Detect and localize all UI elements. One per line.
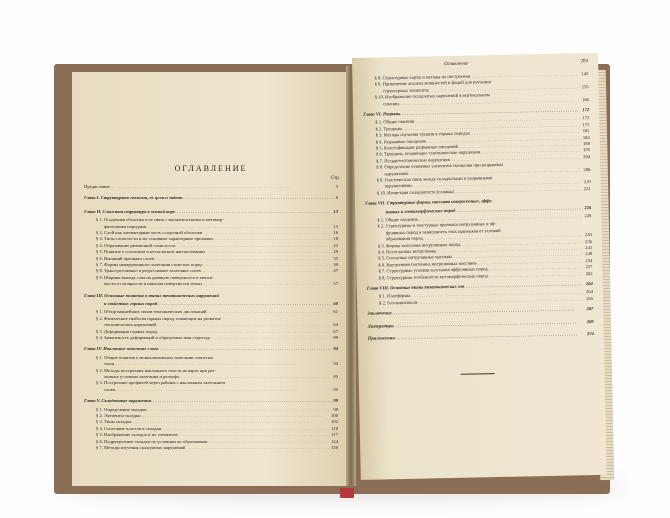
toc-entry-title: Предисловие — [84, 184, 110, 189]
toc-entry-page: 155 — [581, 83, 589, 89]
toc-leader-dots — [185, 445, 329, 450]
toc-entry-page: 99 — [333, 406, 338, 412]
toc-entry-title: Заключение — [367, 310, 392, 316]
toc-entry — [96, 432, 338, 437]
toc-entry-page: 262 — [585, 270, 593, 276]
toc-entry — [104, 281, 338, 286]
toc-entry-title: § 4. Разрывные смещения — [375, 138, 427, 145]
toc-entry-title: § 1. Общие сведения — [377, 216, 418, 223]
toc-entry-title: фузивных пород и зависимость этих признаков от условий — [385, 227, 501, 236]
toc-leader-dots — [183, 195, 334, 200]
toc-entry — [84, 398, 338, 403]
toc-entry-title: § 3. Построение профилей через районы с наклонным залеганием — [96, 380, 226, 386]
toc-entry — [96, 309, 338, 314]
toc-entry — [104, 224, 338, 229]
toc-entry-title: Глава II. Слоистая структура в земной коре — [84, 208, 175, 214]
toc-entry-page: 181 — [582, 128, 590, 134]
toc-entry — [104, 374, 338, 379]
right-page — [352, 53, 607, 480]
toc-leader-dots — [202, 281, 332, 286]
toc-entry-title: § 6. Подразделение складок по условиям их образования — [96, 438, 208, 444]
toc-entry-title: Глава IV. Наклонное залегание слоев — [84, 346, 159, 352]
toc-entry-page: 16 — [333, 230, 338, 235]
toc-entry-page: 89 — [333, 335, 338, 340]
toc-entry-page: 136 — [331, 445, 338, 450]
toc-entry-title: нарушениями — [384, 183, 412, 189]
toc-entry-title: § 3. Типы слоистости и их основные характерные признаки — [96, 236, 213, 242]
toc-entry-title: фическими породами — [104, 223, 147, 229]
toc-leader-dots — [202, 262, 331, 267]
toc-leader-dots — [151, 398, 331, 403]
toc-entry-page: 47 — [333, 268, 338, 274]
toc-entry-title: § 9. Применение анализа мощностей и фаций для изучения — [374, 79, 491, 87]
toc-entry-page: 39 — [333, 262, 338, 267]
toc-entry — [96, 262, 338, 267]
toc-entry-title: § 3. Методы изучения трещин в горных породах — [375, 130, 471, 138]
toc-entry-page: 117 — [331, 432, 338, 438]
toc-leader-dots — [395, 331, 585, 340]
toc-entry-title: Глава III. Основные понятия о типах тектонических нарушений — [84, 292, 219, 298]
toc-entry — [84, 209, 338, 214]
toc-entry-title: § 2. Методы построения наклонного пласта на карте при раз- — [96, 367, 216, 373]
toc-entry — [104, 361, 338, 366]
toc-entry-page: 67 — [333, 328, 338, 334]
toc-entry — [96, 413, 338, 418]
toc-entry — [96, 230, 338, 235]
toc-entry-title: нарушениях — [384, 170, 409, 176]
toc-entry-page: 94 — [333, 346, 338, 352]
toc-entry-title: § 10. Изометрия складчатости (сланцы) — [376, 188, 455, 196]
toc-leader-dots — [207, 439, 329, 444]
toc-entry-page: 221 — [583, 185, 591, 191]
toc-leader-dots — [179, 374, 331, 379]
toc-entry-page: 61 — [333, 309, 338, 315]
toc-entry-title: § 2. Трещины — [375, 125, 403, 132]
toc-entry-title: § 1. Общие понятия — [375, 119, 415, 125]
toc-leader-dots — [175, 209, 331, 214]
toc-entry-page: 267 — [586, 306, 594, 312]
toc-entry-title: § 7. Формы ненарушенного залегания слоистых пород — [96, 262, 203, 267]
toc-entry-title: § 8. Определение основных элементов смещения при разрывных — [376, 162, 504, 170]
toc-leader-dots — [110, 184, 334, 189]
toc-entry-title: Приложения — [367, 335, 395, 341]
toc-entry-page: 173 — [582, 121, 590, 127]
toc-entry-page: 257 — [585, 264, 593, 270]
toc-leader-dots — [146, 224, 331, 229]
toc-entry-page: 172 — [582, 107, 590, 113]
toc-title: ОГЛАВЛЕНИЕ — [174, 164, 248, 173]
bookmark-ribbon — [340, 488, 354, 498]
toc-entry-title: § 4. Сочетание пластов в складки — [96, 425, 162, 431]
toc-leader-dots — [205, 249, 332, 254]
toc-leader-dots — [201, 268, 332, 273]
toc-entry-title: слоев — [104, 386, 115, 392]
toc-leader-dots — [156, 322, 331, 327]
end-rule — [461, 373, 495, 375]
toc-entry — [96, 236, 338, 241]
toc-entry-title: § 1. Платформы — [378, 293, 411, 299]
toc-entry — [96, 419, 338, 424]
toc-entry-title: § 8. Трансгрессивное и регрессивное залегание слоев — [96, 268, 201, 274]
toc-entry-title: § 1. Определение складки — [96, 406, 147, 412]
toc-entry — [96, 426, 338, 431]
toc-entry-page: 226 — [584, 204, 592, 210]
toc-entry-page: 13 — [333, 223, 338, 229]
toc-entry-title: § 1. Обзор важнейших типов тектонических дислокаций — [96, 309, 207, 315]
toc-entry-title: § 3. Деформации горных пород — [96, 328, 158, 334]
toc-entry-page: 100 — [331, 413, 338, 418]
toc-entry-title: § 6. Трещины, оперяющие тектонические нарушения — [375, 149, 481, 157]
toc-entry-page: 3 — [335, 184, 338, 189]
toc-entry — [84, 293, 338, 298]
toc-entry-page: 219 — [583, 179, 591, 185]
toc-entry — [96, 275, 338, 280]
toc-leader-dots — [178, 432, 330, 437]
toc-entry-title: тектонических нарушений — [104, 322, 156, 328]
toc-leader-dots — [454, 186, 582, 194]
toc-entry-page: 230 — [584, 232, 592, 238]
toc-leader-dots — [207, 309, 332, 314]
toc-entry-page: 206 — [583, 166, 591, 172]
toc-entry-title: § 7. Псевдотектонические нарушения — [376, 156, 450, 164]
toc-leader-dots — [464, 281, 584, 289]
toc-entry — [96, 329, 338, 334]
page-column-label: Стр. — [330, 176, 340, 181]
toc-entry-title: § 9. Генетическая связь между складчатыми и разрывными — [376, 175, 493, 183]
toc-leader-dots — [131, 419, 329, 424]
toc-entry-page: 23 — [333, 242, 338, 248]
toc-entry-title: § 4. Зависимость деформаций и образуемых ими структур — [96, 335, 210, 340]
toc-entry-title: Литература — [367, 322, 394, 329]
toc-leader-dots — [115, 387, 332, 392]
toc-entry-title: зивных и метаморфических пород — [385, 207, 456, 214]
toc-entry — [96, 368, 338, 373]
toc-entry-page: 274 — [586, 330, 594, 337]
toc-entry-title: Глава VI. Разрывы — [363, 110, 401, 117]
page-number: 283 — [580, 59, 589, 65]
toc-entry-page: 236 — [584, 238, 592, 244]
toc-leader-dots — [157, 301, 331, 306]
toc-entry-page: 269 — [586, 318, 594, 324]
toc-entry-page: 254 — [585, 257, 593, 263]
toc-entry — [84, 195, 338, 200]
toc-entry-page: 249 — [585, 251, 593, 257]
toc-entry-title: § 4. Образование ритмичной слоистости — [96, 242, 176, 248]
toc-entry — [385, 205, 591, 214]
toc-entry-title: мости от мощности и наклона поверхности земли — [104, 281, 202, 287]
toc-entry — [96, 380, 338, 385]
toc-entry-title: § 5. Классификация разрывных смещений — [375, 143, 459, 151]
toc-entry-page: 166 — [581, 96, 589, 102]
toc-entry-title: сечении — [382, 100, 399, 106]
toc-entry — [368, 319, 594, 329]
toc-entry-title: § 8. Структурные особенности метаморфических пород — [378, 272, 488, 281]
toc-entry — [96, 335, 338, 340]
toc-entry — [84, 346, 338, 351]
toc-leader-dots — [175, 243, 331, 248]
toc-leader-dots — [455, 205, 582, 213]
toc-entry-title: § 2. Геосинклинали — [379, 299, 418, 306]
toc-leader-dots — [114, 361, 331, 366]
toc-entry-page: 124 — [331, 438, 338, 444]
toc-entry-page: 18 — [333, 236, 338, 242]
toc-entry-title: § 1. Осадочная оболочка и ее связь с магматическими и метамор- — [96, 217, 224, 223]
toc-entry-title: § 2. Структурные и текстурные признаки интрузивных и эф- — [377, 221, 497, 229]
toc-entry-page: 5 — [335, 195, 338, 201]
toc-entry-page: 264 — [585, 281, 593, 287]
toc-leader-dots — [161, 426, 329, 431]
toc-entry-page: 102 — [331, 419, 338, 425]
toc-entry-title: § 2. Слой как элементарная часть осадочной оболочки — [96, 230, 203, 235]
toc-entry-page: 243 — [585, 245, 593, 251]
toc-entry-page: 265 — [586, 295, 594, 301]
toc-entry-title: образования пород — [385, 235, 423, 242]
toc-leader-dots — [213, 236, 332, 241]
toc-entry-title: и свойствах горных пород — [104, 301, 158, 306]
toc-entry-page: 195 — [583, 147, 591, 153]
toc-entry — [367, 306, 593, 316]
toc-entry-title: § 3. Типы складок — [96, 419, 132, 425]
toc-entry-page: 57 — [333, 281, 338, 287]
toc-entry-page: 94 — [333, 361, 338, 367]
toc-entry-title: § 7. Методы изучения складчатых нарушений — [96, 445, 186, 450]
toc-leader-dots — [141, 413, 329, 418]
toc-leader-dots — [210, 335, 332, 340]
toc-leader-dots — [488, 271, 584, 278]
toc-entry-title: § 9. Ширина выхода слоя на дневную поверхность в зависи- — [96, 274, 214, 280]
toc-entry-title: § 6. Внутренняя тектоника интрузивных массивов — [378, 260, 477, 268]
toc-entry-title: § 3. Формы залегания интрузивных пород — [377, 241, 461, 249]
toc-entry-page: 188 — [582, 141, 590, 147]
toc-entry — [96, 355, 338, 360]
toc-entry — [96, 445, 338, 450]
toc-entry-title: толщ — [104, 361, 115, 367]
toc-entry — [104, 301, 338, 306]
toc-leader-dots — [392, 306, 585, 315]
toc-entry-title: § 6. Внешний признаки слоев — [96, 255, 154, 261]
toc-leader-dots — [393, 319, 584, 328]
toc-entry-page: 184 — [582, 134, 590, 140]
toc-entry-title: § 8. Структурные карты и методы их построения — [374, 73, 471, 81]
toc-entry-title: § 2. Физические свойства горных пород, влияющие на развитие — [96, 315, 221, 321]
toc-entry-title: личных условиях залегания и рельефа — [104, 374, 179, 379]
toc-entry — [96, 243, 338, 248]
toc-entry — [96, 217, 338, 222]
toc-entry-page: 110 — [331, 425, 338, 431]
toc-entry-title: § 2. Элементы складки — [96, 413, 141, 418]
toc-leader-dots — [158, 346, 331, 351]
toc-leader-dots — [400, 107, 580, 116]
toc-entry — [104, 387, 338, 392]
toc-entry — [96, 256, 338, 261]
toc-entry-title: Глава VII. Структурные формы массивов изверженных, эффу- — [364, 198, 493, 206]
toc-entry-page: 35 — [333, 255, 338, 261]
toc-entry-title: структурных элементов — [382, 87, 430, 94]
running-head: Оглавление — [444, 61, 469, 68]
toc-entry-page: 95 — [333, 386, 338, 392]
toc-entry-title: § 5. Понятие о согласном и несогласном напластовании — [96, 249, 205, 255]
toc-entry-page: 204 — [583, 153, 591, 159]
toc-entry-title: § 5. Согласные интрузивные массивы — [378, 254, 452, 261]
toc-entry-title: § 7. Структурные условия залегания эффузивных пород — [378, 266, 488, 274]
toc-entry-title: § 5. Изображение складок и их элементов — [96, 432, 178, 438]
toc-leader-dots — [147, 407, 332, 412]
toc-entry-title: § 4. Несогласные интрузивны — [378, 248, 437, 255]
toc-entry — [96, 407, 338, 412]
toc-entry — [368, 331, 594, 341]
toc-entry — [96, 439, 338, 444]
toc-entry-title: § 10. Изображение складчатых нарушений в вертикальном — [374, 92, 490, 100]
toc-entry-title: Глава I. Структурная геология, ее цели и задачи — [84, 195, 183, 201]
toc-entry-page: 226 — [584, 213, 592, 219]
toc-entry — [96, 249, 338, 254]
toc-entry-title: § 1. Общие понятия о моноклинальном залегании слоистых — [96, 354, 214, 360]
toc-entry-page: 99 — [333, 398, 338, 404]
toc-entry-page: 83 — [333, 374, 338, 379]
toc-entry-title: Глава V. Складчатые нарушения — [84, 398, 151, 404]
toc-leader-dots — [157, 329, 331, 334]
toc-entry — [96, 316, 338, 321]
toc-entry — [84, 184, 338, 189]
toc-entry-page: 172 — [582, 115, 590, 121]
toc-entry-page: 145 — [581, 71, 589, 77]
toc-entry-title: Глава VIII. Основные типы тектонических зон — [366, 283, 465, 291]
toc-entry-page: 264 — [586, 289, 594, 295]
toc-entry-page: 29 — [333, 249, 338, 255]
toc-leader-dots — [202, 230, 331, 235]
toc-entry — [96, 268, 338, 273]
toc-entry — [104, 322, 338, 327]
left-page — [72, 72, 350, 486]
toc-entry-page: 60 — [333, 301, 338, 306]
toc-leader-dots — [154, 256, 331, 261]
toc-entry-page: 13 — [333, 208, 338, 214]
toc-entry-page: 64 — [333, 322, 338, 328]
